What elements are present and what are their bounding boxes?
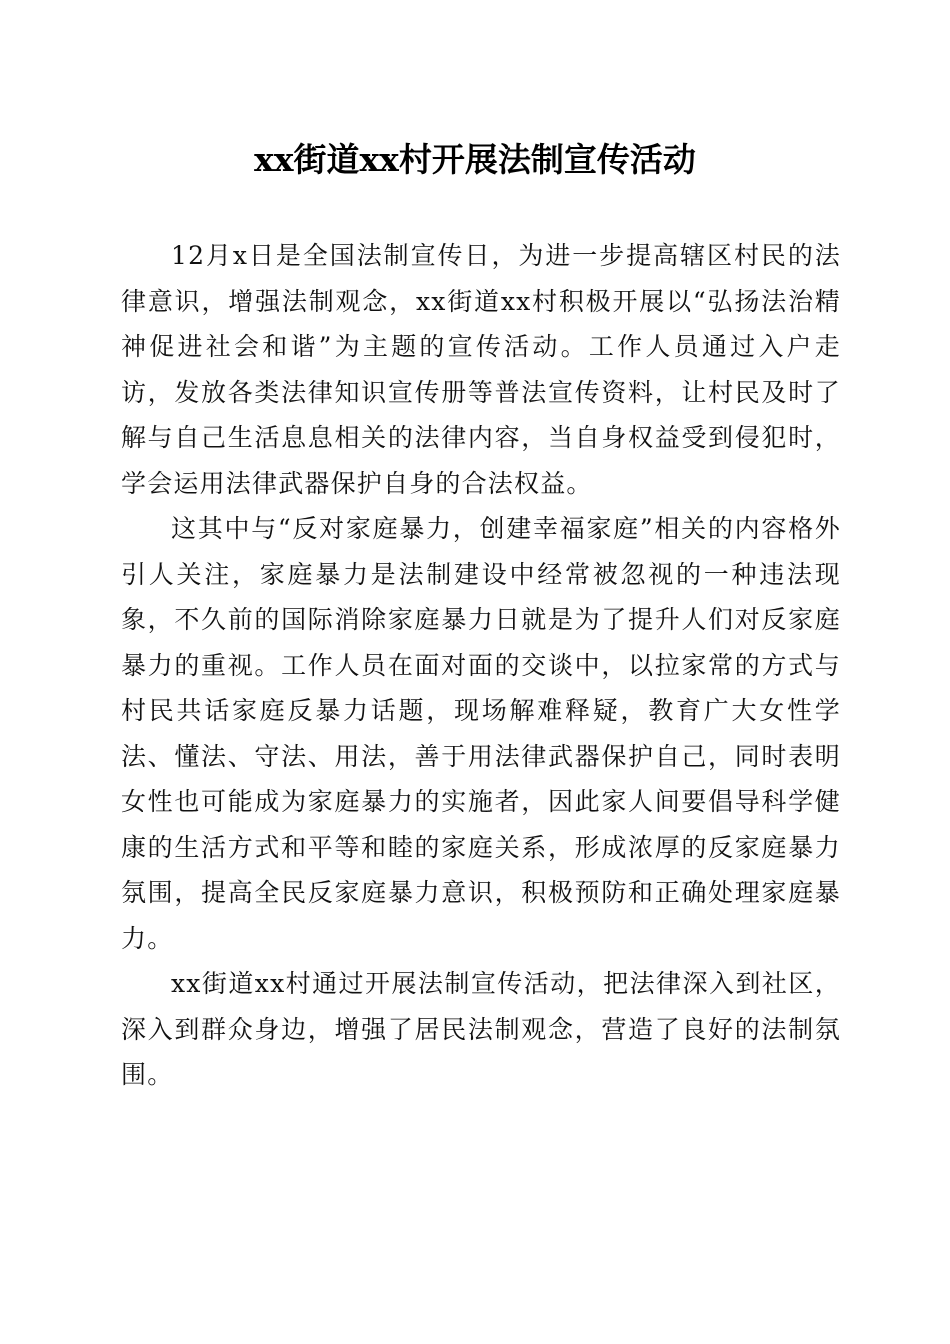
paragraph-2: 这其中与“反对家庭暴力，创建幸福家庭”相关的内容格外引人关注，家庭暴力是法制建设中经常被忽视的一种违法现象，不久前的国际消除家庭暴力日就是为了提升人们对反家庭暴力的重视。工作人员在面对面的交谈中，以拉家常的方式与村民共话家庭反暴力话题，现场解难释疑，教育广大女性学法、懂法、守法、用法，善于用法律武器保护自己，同时表明女性也可能成为家庭暴力的实施者，因此家人间要倡导科学健康的生活方式和平等和睦的家庭关系，形成浓厚的反家庭暴力氛围，提高全民反家庭暴力意识，积极预防和正确处理家庭暴力。 [121, 514, 841, 953]
document-title: xx街道xx村开展法制宣传活动 [254, 140, 696, 179]
document-body [121, 233, 841, 1098]
paragraph-1: 12月x日是全国法制宣传日，为进一步提高辖区村民的法律意识，增强法制观念，xx街道xx村积极开展以“弘扬法治精神促进社会和谐”为主题的宣传活动。工作人员通过入户走访，发放各类法律知识宣传册等普法宣传资料，让村民及时了解与自己生活息息相关的法律内容，当自身权益受到侵犯时，学会运用法律武器保护自身的合法权益。 [121, 241, 841, 498]
paragraph-3: xx街道xx村通过开展法制宣传活动，把法律深入到社区，深入到群众身边，增强了居民法制观念，营造了良好的法制氛围。 [121, 969, 841, 1089]
